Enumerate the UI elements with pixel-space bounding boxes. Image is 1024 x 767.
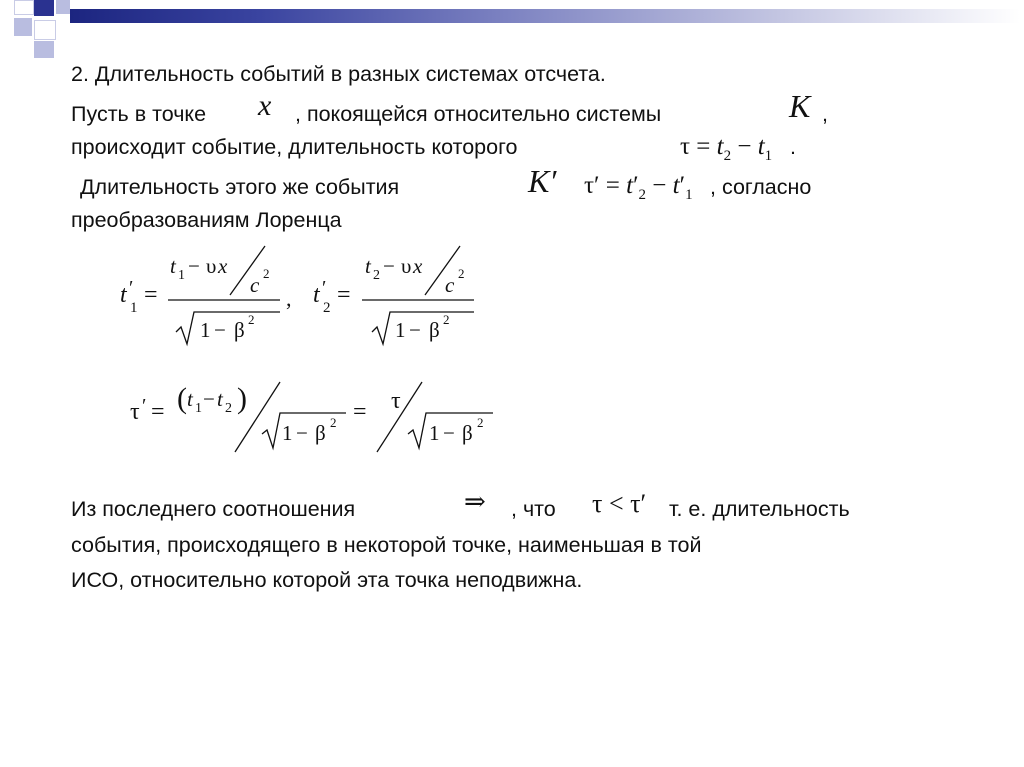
svg-text:t: t <box>313 282 320 308</box>
svg-text:=: = <box>337 282 351 308</box>
svg-text:−: − <box>214 318 226 342</box>
svg-text:=: = <box>353 399 367 425</box>
svg-text:−: − <box>383 254 395 278</box>
para3-line3: ИСО, относительно которой эта точка неподвижна. <box>71 568 583 592</box>
svg-text:β: β <box>234 318 245 342</box>
svg-text:2: 2 <box>323 300 331 316</box>
svg-text:2: 2 <box>373 268 380 283</box>
svg-text:x: x <box>218 254 228 278</box>
decor-square <box>34 41 54 58</box>
text: Пусть в точке <box>71 102 207 126</box>
svg-text:c: c <box>250 273 260 297</box>
lorentz-formulas <box>110 236 490 351</box>
var-K: K <box>789 88 811 124</box>
svg-text:=: = <box>151 399 165 425</box>
svg-text:β: β <box>429 318 440 342</box>
svg-text:β: β <box>462 421 473 445</box>
para2-line1-cont: , согласно <box>710 175 812 199</box>
implies-arrow: ⇒ <box>464 487 486 516</box>
svg-text:1: 1 <box>282 421 293 445</box>
para1-comma: , <box>822 102 828 126</box>
decor-square <box>14 0 34 15</box>
tau-prime-formula: $\tau' = t'_2 - t'_1$ <box>584 172 693 203</box>
svg-text:t: t <box>187 387 193 411</box>
para1-period: . <box>790 135 796 159</box>
svg-text:1: 1 <box>395 318 406 342</box>
svg-text:β: β <box>315 421 326 445</box>
svg-text:′: ′ <box>142 395 147 417</box>
svg-text:′: ′ <box>129 277 134 299</box>
svg-text:−: − <box>443 421 455 445</box>
svg-text:t: t <box>217 387 223 411</box>
svg-text:−: − <box>188 254 200 278</box>
svg-text:1: 1 <box>200 318 211 342</box>
svg-text:2: 2 <box>225 401 232 416</box>
svg-text:2: 2 <box>248 312 255 327</box>
svg-text:υ: υ <box>401 254 412 278</box>
svg-text:1: 1 <box>429 421 440 445</box>
decor-square <box>56 0 70 14</box>
svg-text:1: 1 <box>130 300 138 316</box>
para3-line1-ie: т. е. длительность <box>669 497 850 521</box>
svg-text:1: 1 <box>195 401 202 416</box>
para1-line2: происходит событие, длительность которого <box>71 135 518 159</box>
svg-text:2: 2 <box>443 312 450 327</box>
para2-line2: преобразованиям Лоренца <box>71 208 342 232</box>
svg-text:τ: τ <box>130 399 140 425</box>
svg-text:1: 1 <box>178 268 185 283</box>
svg-text:2: 2 <box>477 415 484 430</box>
para1-line1 <box>71 101 206 127</box>
para3-line1-that: , что <box>511 497 556 521</box>
svg-text:t: t <box>120 282 127 308</box>
svg-text:−: − <box>409 318 421 342</box>
svg-text:c: c <box>445 273 455 297</box>
svg-text:2: 2 <box>330 415 337 430</box>
svg-text:2: 2 <box>263 266 270 281</box>
svg-text:2: 2 <box>458 266 465 281</box>
header-gradient-bar <box>70 9 1020 23</box>
svg-text:υ: υ <box>206 254 217 278</box>
svg-text:t: t <box>365 254 371 278</box>
svg-text:t: t <box>170 254 176 278</box>
svg-text:x: x <box>413 254 423 278</box>
svg-text:′: ′ <box>322 277 327 299</box>
decor-square <box>14 18 32 36</box>
tau-formula: $\tau = t_2 - t_1$ <box>680 133 773 164</box>
para3-line1: Из последнего соотношения <box>71 497 356 521</box>
var-K-prime: K′ <box>528 163 557 199</box>
tau-inequality: τ < τ′ <box>592 489 647 518</box>
para1-line1-cont: , покоящейся относительно системы <box>295 102 662 126</box>
decor-square <box>34 20 56 40</box>
decor-square <box>34 0 54 16</box>
svg-text:τ: τ <box>391 388 401 414</box>
var-x: x <box>258 89 272 122</box>
svg-text:=: = <box>144 282 158 308</box>
para2-line1: Длительность этого же события <box>80 175 400 199</box>
svg-text:−: − <box>203 387 215 411</box>
svg-text:−: − <box>296 421 308 445</box>
svg-text:): ) <box>237 382 247 415</box>
heading: 2. Длительность событий в разных системах отсчета. <box>71 62 606 86</box>
para3-line2: события, происходящего в некоторой точке, наименьшая в той <box>71 533 702 557</box>
tau-prime-derivation <box>125 372 505 462</box>
svg-text:(: ( <box>177 382 187 415</box>
svg-text:,: , <box>286 286 292 311</box>
